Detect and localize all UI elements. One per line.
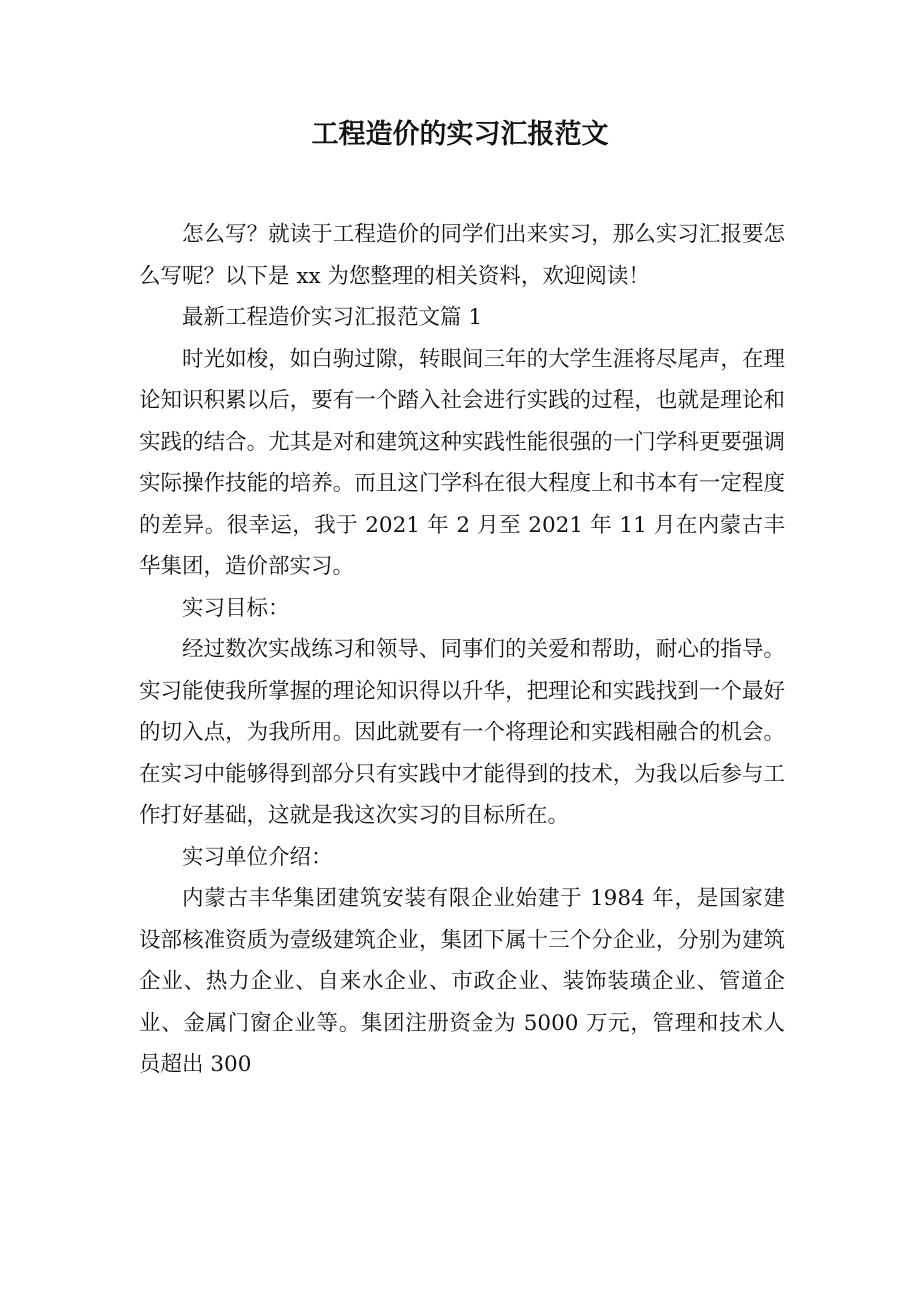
section-heading-goal: 实习目标： (182, 595, 290, 621)
document-body (139, 214, 785, 1086)
body-paragraph-goal: 经过数次实战练习和领导、同事们的关爱和帮助，耐心的指导。实习能使我所掌握的理论知识得以升华，把理论和实践找到一个最好的切入点，为我所用。因此就要有一个将理论和实践相融合的机会。在实习中能够得到部分只有实践中才能得到的技术，为我以后参与工作打好基础，这就是我这次实习的目标所在。 (139, 637, 785, 828)
intro-paragraph: 怎么写？就读于工程造价的同学们出来实习，那么实习汇报要怎么写呢？以下是 xx 为您整理的相关资料，欢迎阅读！ (139, 222, 785, 289)
body-paragraph-background: 时光如梭，如白驹过隙，转眼间三年的大学生涯将尽尾声，在理论知识积累以后，要有一个踏入社会进行实践的过程，也就是理论和实践的结合。尤其是对和建筑这种实践性能很强的一门学科更要强调实际操作技能的培养。而且这门学科在很大程度上和书本有一定程度的差异。很幸运，我于 2021 年 2 月至 2021 年 11 月在内蒙古丰华集团，造价部实习。 (139, 346, 785, 579)
section-heading-company: 实习单位介绍： (182, 844, 333, 870)
body-paragraph-company: 内蒙古丰华集团建筑安装有限企业始建于 1984 年，是国家建设部核准资质为壹级建筑企业，集团下属十三个分企业，分别为建筑企业、热力企业、自来水企业、市政企业、装饰装璜企业、管道企业、金属门窗企业等。集团注册资金为 5000 万元，管理和技术人员超出 300 (139, 886, 785, 1077)
document-title: 工程造价的实习汇报范文 (311, 119, 609, 150)
section-heading-article-1: 最新工程造价实习汇报范文篇 1 (182, 305, 483, 330)
